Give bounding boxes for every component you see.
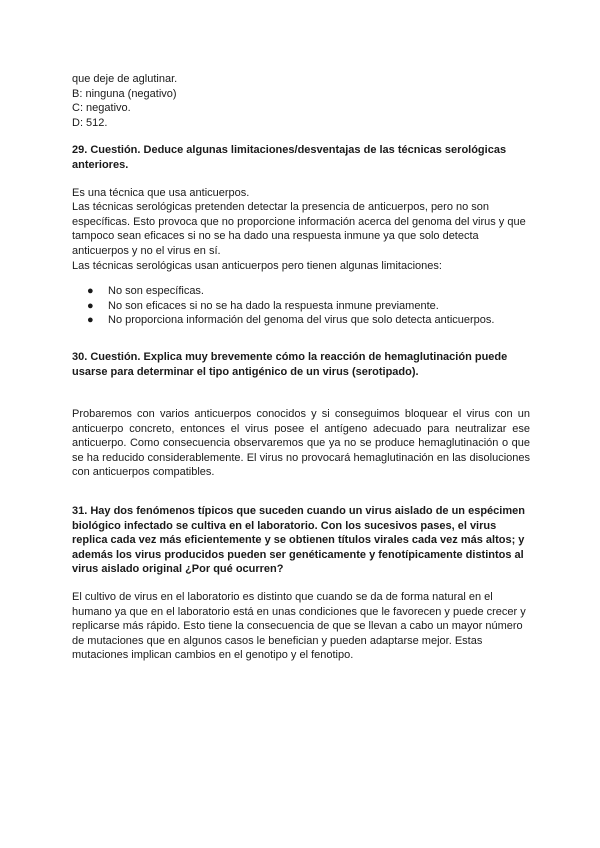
question-31-title: 31. Hay dos fenómenos típicos que suceden cuando un virus aislado de un espécimen biológico infectado se cultiva en el laboratorio. Con los sucesivos pases, el virus replica cada vez más eficientemente y se obtienen títulos virales cada vez más altos; y además los virus producidos pueden ser genéticamente y fenotípicamente distintos al virus aislado original ¿Por qué ocurren? bbox=[72, 505, 525, 576]
list-item bbox=[72, 299, 530, 314]
question-30-answer: Probaremos con varios anticuerpos conocidos y si conseguimos bloquear el virus con un anticuerpo concreto, entonces el virus posee el antígeno adecuado para neutralizar ese anticuerpo. Como consecuencia observaremos que ya no se produce hemaglutinación o que se ha reducido considerablemente. El virus no provocará hemaglutinación en las disoluciones con anticuerpos compatibles. bbox=[72, 408, 530, 479]
list-item bbox=[72, 284, 530, 299]
bullet-icon: ● bbox=[87, 299, 94, 312]
page-content bbox=[72, 72, 530, 663]
question-31-answer: El cultivo de virus en el laboratorio es distinto que cuando se da de forma natural en el humano ya que en el laboratorio está en unas condiciones que le favorecen y puede crecer y replicarse más rápido. Esto tiene la consecuencia de que se llevan a cabo un mayor número de mutaciones que en algunos casos le benefician y pueden adaptarse mejor. Estas mutaciones implican cambios en el genotipo y el fenotipo. bbox=[72, 591, 526, 662]
intro-line: C: negativo. bbox=[72, 102, 131, 115]
intro-line: D: 512. bbox=[72, 116, 108, 129]
bullet-icon: ● bbox=[87, 314, 94, 327]
question-29-answer-paragraph: Las técnicas serológicas pretenden detectar la presencia de anticuerpos, pero no son específicas. Esto provoca que no proporcione información acerca del genoma del virus y que tampoco sean eficaces si no se ha dado una respuesta inmune ya que solo detecta anticuerpos y no el virus en sí. bbox=[72, 201, 526, 257]
question-29-title: 29. Cuestión. Deduce algunas limitaciones/desventajas de las técnicas serológicas anteriores. bbox=[72, 144, 507, 171]
question-29-answer-intro: Las técnicas serológicas usan anticuerpos pero tienen algunas limitaciones: bbox=[72, 259, 442, 272]
bullet-icon: ● bbox=[87, 285, 94, 298]
question-29-limitations-list bbox=[72, 284, 530, 328]
intro-line: B: ninguna (negativo) bbox=[72, 87, 177, 100]
list-item bbox=[72, 313, 530, 328]
question-29-answer-line: Es una técnica que usa anticuerpos. bbox=[72, 186, 250, 199]
intro-line: que deje de aglutinar. bbox=[72, 73, 178, 85]
list-item-text: No son específicas. bbox=[108, 285, 204, 298]
list-item-text: No son eficaces si no se ha dado la respuesta inmune previamente. bbox=[108, 299, 439, 312]
list-item-text: No proporciona información del genoma del virus que solo detecta anticuerpos. bbox=[108, 314, 495, 327]
question-30-title: 30. Cuestión. Explica muy brevemente cómo la reacción de hemaglutinación puede usarse para determinar el tipo antigénico de un virus (serotipado). bbox=[72, 350, 508, 378]
